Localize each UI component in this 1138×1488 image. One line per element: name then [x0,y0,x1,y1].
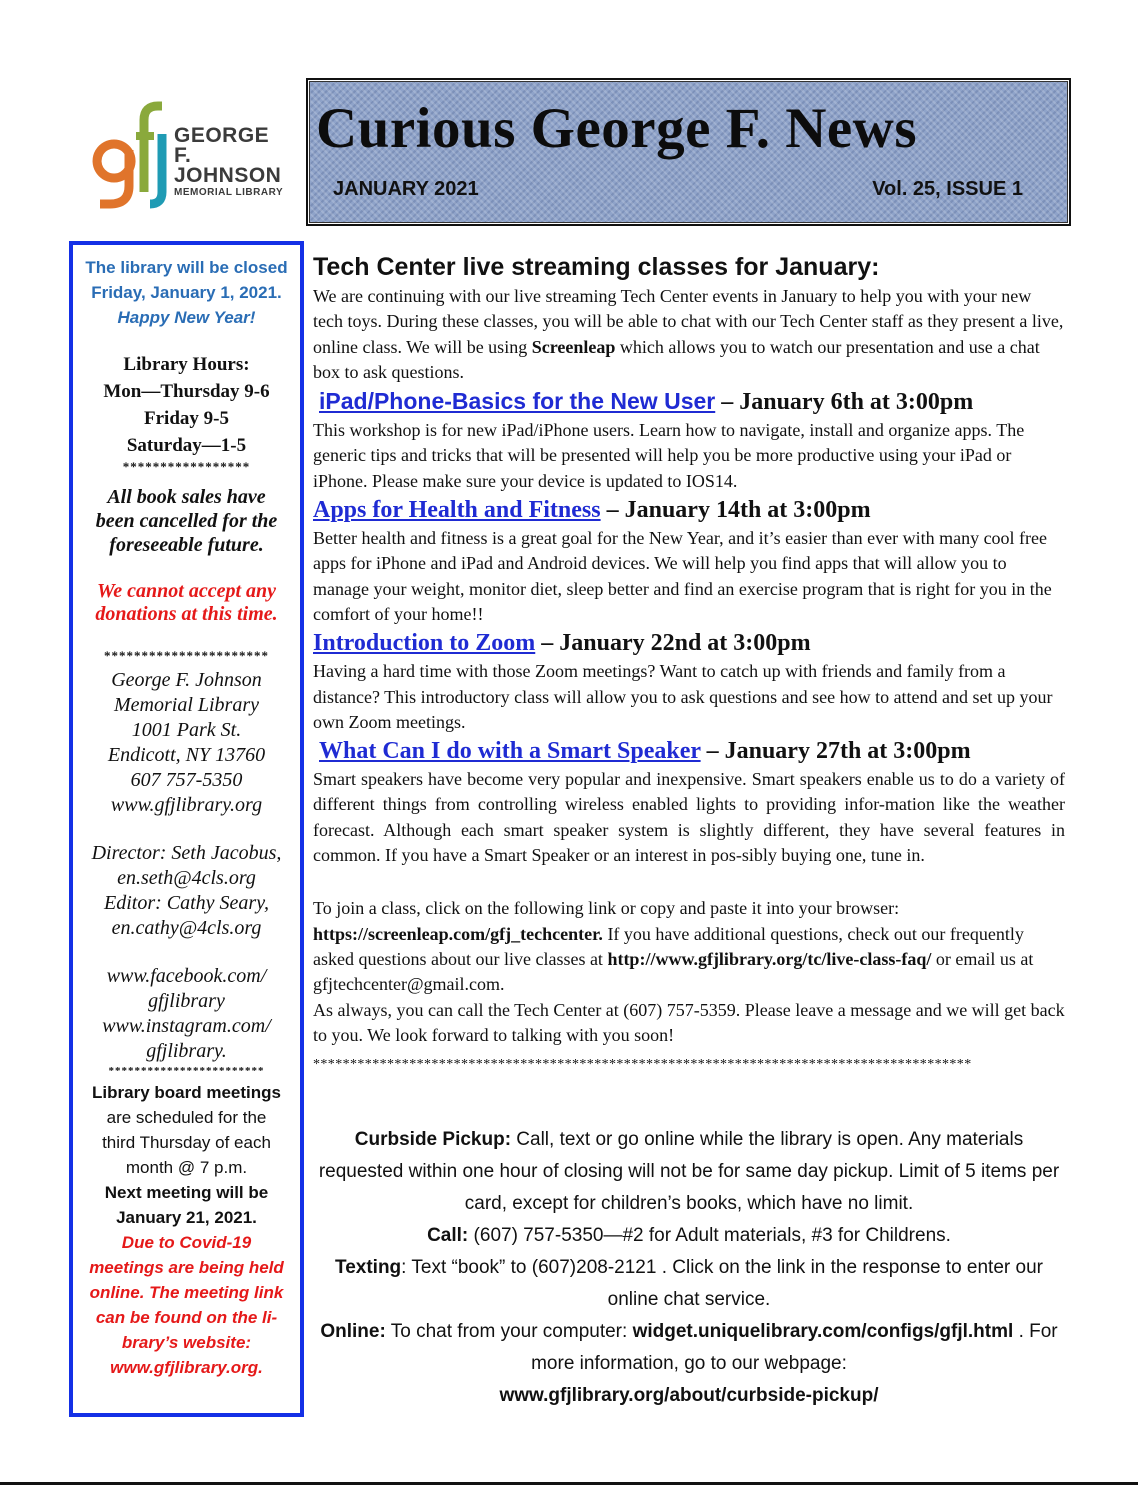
board-line: month @ 7 p.m. [125,1158,248,1177]
closed-notice-2: Friday, January 1, 2021. [91,283,282,302]
event-description: Better health and fitness is a great goal for the New Year, and it’s easier than ever with many cool free apps for iPhone and iPad and Android devices. We will help you find apps that will allow you to manage your weight, monitor diet, sleep better and find an exercise program that is right for you in the comfort of your home!! [313,528,1052,624]
curbside-webpage-link[interactable]: www.gfjlibrary.org/about/curbside-pickup/ [499,1385,879,1406]
curbside-texting [313,1252,1065,1316]
masthead-panel [309,81,1068,223]
join-paragraph [313,896,1065,997]
intro-paragraph [313,284,1065,385]
covid-notice: online. The meeting link [89,1283,284,1302]
curbside-webpage [313,1380,1065,1412]
masthead [306,78,1071,226]
sidebar-box [69,241,304,1417]
book-sales-notice-2: been cancelled for the [95,510,278,532]
library-logo [92,100,292,210]
page-bottom-rule [0,1482,1138,1485]
event-title [313,494,1065,526]
newsletter-title: Curious George F. News [316,97,918,160]
donations-notice-2: donations at this time. [95,603,278,625]
gfj-monogram-icon [92,100,172,210]
call-label: Call: [427,1225,469,1246]
library-address [79,668,294,818]
event-link-health[interactable]: Apps for Health and Fitness [313,497,601,524]
covid-notice: meetings are being held [89,1258,284,1277]
divider-stars: ***************** [122,459,251,474]
event-title [313,385,1065,418]
screenleap-link[interactable]: https://screenleap.com/gfj_techcenter. [313,923,603,944]
curbside-section [313,1124,1065,1412]
event-description: Smart speakers have become very popular and inexpensive. Smart speakers enable us to do a variety of different things from controlling wireless enabled lights to providing infor-mation like the weather forecast. Although each smart speaker system is slightly different, they have several features in common. If you have a Smart Speaker or an interest in pos-sibly buying one, tune in. [313,769,1065,866]
faq-link[interactable]: http://www.gfjlibrary.org/tc/live-class-faq/ [607,948,932,969]
intro-text: We are continuing with our live streaming Tech Center events in January to help you with your new tech toys. During these classes, you will be able to chat with our Tech Center staff as they present a live, online class. We will be using [313,286,1064,357]
covid-notice: brary’s website: [121,1333,252,1352]
intro-text: which allows you to watch our presentation and use a chat box to ask questions. [313,336,1040,382]
curbside-online [313,1316,1065,1380]
next-meeting: Next meeting will be [104,1183,269,1202]
phone-number: 607 757-5350 [130,769,243,791]
logo-wordmark [174,126,292,200]
editor-email[interactable]: en.cathy@4cls.org [111,917,262,939]
chat-link[interactable]: widget.uniquelibrary.com/configs/gfjl.html [632,1321,1014,1342]
staff-contacts [79,841,294,941]
main-article [313,250,1065,1074]
book-sales-notice-1: All book sales have [107,486,266,508]
article-heading: Tech Center live streaming classes for January: [313,253,880,281]
event-link-zoom[interactable]: Introduction to Zoom [313,630,536,657]
hours-weekday: Mon—Thursday 9-6 [103,381,270,402]
director-email[interactable]: en.seth@4cls.org [117,867,256,889]
join-text: To join a class, click on the following link or copy and paste it into your browser: [313,898,900,919]
event-link-ipad[interactable]: iPad/Phone-Basics for the New User [319,388,716,415]
address-line: 1001 Park St. [131,719,242,741]
board-meetings [79,1080,294,1380]
texting-label: Texting [335,1257,402,1278]
curbside-text: Call, text or go online while the library is open. Any materials requested within one hour of closing will not be for same day pickup. Limit of 5 items per card, except for children’s books, which have no limit. [318,1129,1060,1214]
editor-name: Editor: Cathy Seary, [104,892,269,914]
address-line: Endicott, NY 13760 [107,744,266,766]
online-more: . For more information, go to our webpage: [531,1321,1058,1374]
call-text: (607) 757-5350—#2 for Adult materials, #3 for Childrens. [468,1225,951,1246]
board-line: are scheduled for the [106,1108,267,1127]
logo-line-1: GEORGE F. [174,124,270,167]
divider-stars: ***************************************************************************************** [313,1057,972,1073]
event-date: – January 6th at 3:00pm [715,389,974,416]
event-date: – January 27th at 3:00pm [700,738,971,765]
call-paragraph: As always, you can call the Tech Center at (607) 757-5359. Please leave a message and we will get back to you. We look forward to talking with you soon! [313,999,1065,1045]
event-description: This workshop is for new iPad/iPhone users. Learn how to navigate, install and organize apps. The generic tips and tricks that will be presented will help you be more productive using your iPad or iPhone. Please make sure your device is updated to IOS14. [313,420,1025,491]
board-line: Library board meetings [92,1083,281,1102]
covid-notice: Due to Covid-19 [121,1233,252,1252]
event-date: – January 14th at 3:00pm [600,497,871,524]
online-label: Online: [320,1321,386,1342]
hours-title: Library Hours: [123,354,250,375]
facebook-link[interactable]: www.facebook.com/ [106,965,267,987]
event-link-smart-speaker[interactable]: What Can I do with a Smart Speaker [319,738,701,765]
happy-new-year: Happy New Year! [117,308,256,327]
website-link[interactable]: www.gfjlibrary.org [110,794,263,816]
instagram-link[interactable]: www.instagram.com/ [102,1015,271,1037]
divider-stars: ************************ [108,1065,265,1077]
event-title [313,627,1065,659]
hours-friday: Friday 9-5 [144,408,229,429]
divider-stars: ********************** [104,648,269,663]
facebook-link[interactable]: gfjlibrary [148,990,225,1012]
join-text: If you have additional questions, check out our frequently asked questions about our live classes at [313,923,1024,969]
curbside-call [313,1220,1065,1252]
book-sales-notice-3: foreseeable future. [109,534,264,556]
instagram-link[interactable]: gfjlibrary. [146,1040,227,1062]
logo-line-3: MEMORIAL LIBRARY [174,187,284,198]
board-line: third Thursday of each [102,1133,271,1152]
event-date: – January 22nd at 3:00pm [535,630,811,657]
covid-website-link[interactable]: www.gfjlibrary.org. [110,1358,263,1377]
covid-notice: can be found on the li- [95,1308,278,1327]
closed-notice-1: The library will be closed [85,258,288,277]
director-name: Director: Seth Jacobus, [91,842,282,864]
address-line: George F. Johnson [111,669,262,691]
donations-notice-1: We cannot accept any [96,580,277,602]
screenleap-name: Screenleap [531,336,616,357]
texting-text: : Text “book” to (607)208-2121 . Click on the link in the response to enter our online chat service. [401,1257,1043,1310]
address-line: Memorial Library [114,694,259,716]
hours-saturday: Saturday—1-5 [126,435,247,456]
event-title [313,735,1065,767]
event-description: Having a hard time with those Zoom meetings? Want to catch up with friends and family from a distance? This introductory class will allow you to ask questions and see how to attend and set up your own Zoom meetings. [313,661,1053,732]
next-meeting-date: January 21, 2021. [116,1208,257,1227]
logo-line-2: JOHNSON [174,164,282,187]
email-text: or email us at gfjtechcenter@gmail.com. [313,948,1034,995]
issue-date: JANUARY 2021 [333,178,479,200]
social-links [79,964,294,1064]
online-text: To chat from your computer: [385,1321,633,1342]
curbside-intro [313,1124,1065,1220]
curbside-label: Curbside Pickup: [354,1129,512,1150]
issue-volume: Vol. 25, ISSUE 1 [872,178,1023,200]
